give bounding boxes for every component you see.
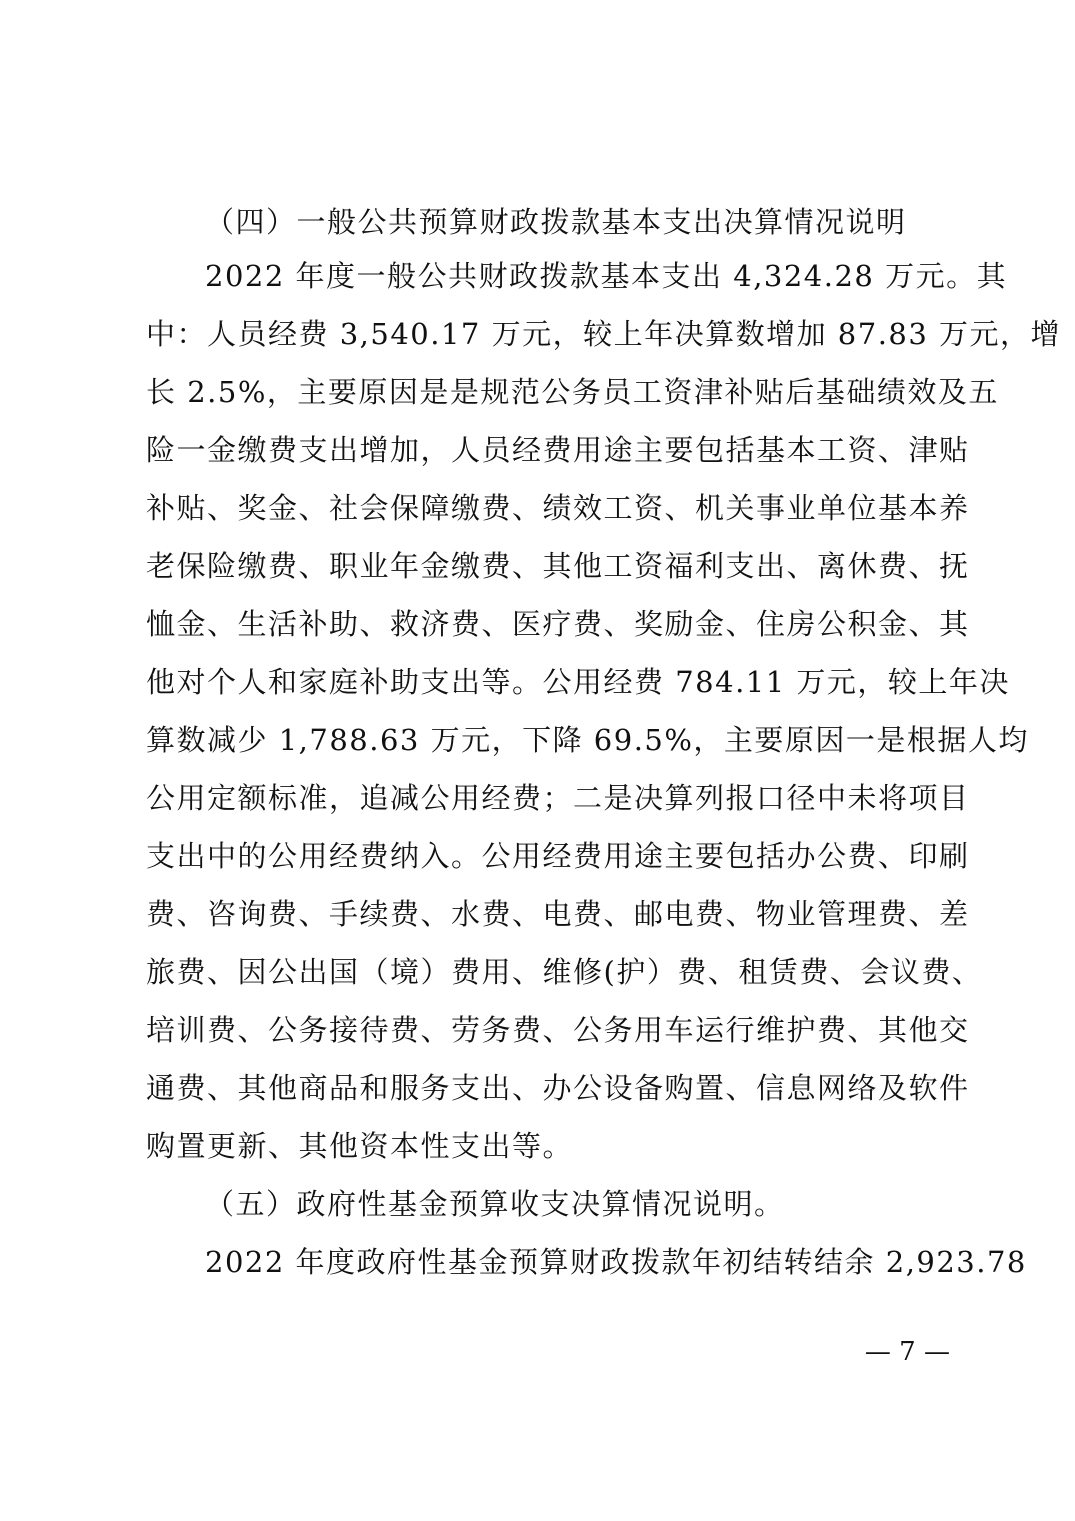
- paragraph-line: 他对个人和家庭补助支出等。公用经费 784.11 万元，较上年决: [146, 665, 1010, 699]
- paragraph-line: 2022 年度一般公共财政拨款基本支出 4,324.28 万元。其: [205, 259, 1008, 293]
- paragraph-line: 通费、其他商品和服务支出、办公设备购置、信息网络及软件: [146, 1071, 970, 1105]
- page-number: — 7 —: [864, 1337, 950, 1367]
- section-5-heading: （五）政府性基金预算收支决算情况说明。: [205, 1187, 785, 1221]
- paragraph-line: 长 2.5%，主要原因是是规范公务员工资津补贴后基础绩效及五: [146, 375, 999, 409]
- paragraph-line: 培训费、公务接待费、劳务费、公务用车运行维护费、其他交: [146, 1013, 970, 1047]
- paragraph-line: 补贴、奖金、社会保障缴费、绩效工资、机关事业单位基本养: [146, 491, 970, 525]
- paragraph-line: 算数减少 1,788.63 万元，下降 69.5%，主要原因一是根据人均: [146, 723, 1029, 757]
- paragraph-line: 中：人员经费 3,540.17 万元，较上年决算数增加 87.83 万元，增: [146, 317, 1062, 351]
- paragraph-line: 购置更新、其他资本性支出等。: [146, 1129, 574, 1163]
- paragraph-line: 公用定额标准，追减公用经费；二是决算列报口径中未将项目: [146, 781, 970, 815]
- paragraph-line: 险一金缴费支出增加，人员经费用途主要包括基本工资、津贴: [146, 433, 970, 467]
- section-4-heading: （四）一般公共预算财政拨款基本支出决算情况说明: [205, 205, 907, 239]
- paragraph-line: 费、咨询费、手续费、水费、电费、邮电费、物业管理费、差: [146, 897, 970, 931]
- paragraph-line: 旅费、因公出国（境）费用、维修(护）费、租赁费、会议费、: [146, 955, 983, 989]
- paragraph-line: 老保险缴费、职业年金缴费、其他工资福利支出、离休费、抚: [146, 549, 970, 583]
- paragraph-line: 支出中的公用经费纳入。公用经费用途主要包括办公费、印刷: [146, 839, 970, 873]
- paragraph-line: 2022 年度政府性基金预算财政拨款年初结转结余 2,923.78: [205, 1245, 1027, 1279]
- paragraph-line: 恤金、生活补助、救济费、医疗费、奖励金、住房公积金、其: [146, 607, 970, 641]
